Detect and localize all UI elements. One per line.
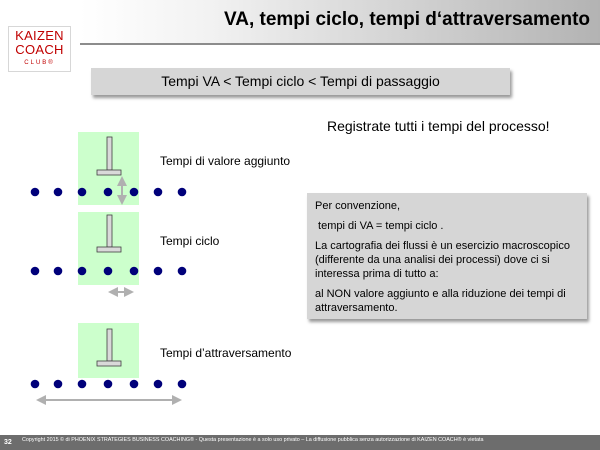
flow-dot [54,267,63,276]
flow-dot [78,267,87,276]
flow-dot [104,188,113,197]
info-paragraph-2: tempi di VA = tempi ciclo . [315,220,444,232]
label-va-time: Tempi di valore aggiunto [160,154,291,168]
flow-dot [31,380,40,389]
workstation-icon-va [97,137,121,175]
flow-dot [130,188,139,197]
dot-row-throughput [31,380,187,389]
info-paragraph-4: al NON valore aggiunto e alla riduzione dei tempi di attraversamento. [315,288,566,314]
flow-dot [178,267,187,276]
flow-dot [154,267,163,276]
time-relation-banner: Tempi VA < Tempi ciclo < Tempi di passaggio [91,68,510,95]
dot-row-cycle [31,267,187,276]
flow-dot [54,380,63,389]
flow-dot [31,267,40,276]
label-cycle-time: Tempi ciclo [160,234,220,248]
convention-info-box [307,193,587,319]
flow-dot [154,380,163,389]
flow-dot [78,380,87,389]
workstation-icon-throughput [97,329,121,366]
record-times-note: Registrate tutti i tempi del processo! [327,118,550,134]
label-throughput-time: Tempi d’attraversamento [160,346,292,360]
footer-bar [0,435,600,450]
logo-line-2: COACH [15,42,64,57]
page-number: 32 [4,439,12,446]
logo-line-1: KAIZEN [15,28,64,43]
flow-dot [130,380,139,389]
info-paragraph-3: La cartografia dei flussi è un esercizio macroscopico (differente da una analisi dei processi) dove ci si interessa prima di tutto a: [315,240,570,280]
flow-dot [178,188,187,197]
flow-dot [104,380,113,389]
flow-dot [130,267,139,276]
flow-dot [78,188,87,197]
flow-dot [104,267,113,276]
flow-dot [178,380,187,389]
info-paragraph-1: Per convenzione, [315,200,400,212]
copyright-notice: Copyright 2015 © di PHOENIX STRATEGIES BUSINESS COACHING® - Questa presentazione è a solo uso privato – La diffusione pubblica senza autorizzazione di KAIZEN COACH® è vietata [22,437,484,443]
page-title: VA, tempi ciclo, tempi d‘attraversamento [223,9,590,30]
dot-row-va [31,188,187,197]
logo-line-3: CLUB® [24,60,55,66]
flow-dot [154,188,163,197]
flow-dot [54,188,63,197]
workstation-icon-cycle [97,215,121,252]
flow-dot [31,188,40,197]
